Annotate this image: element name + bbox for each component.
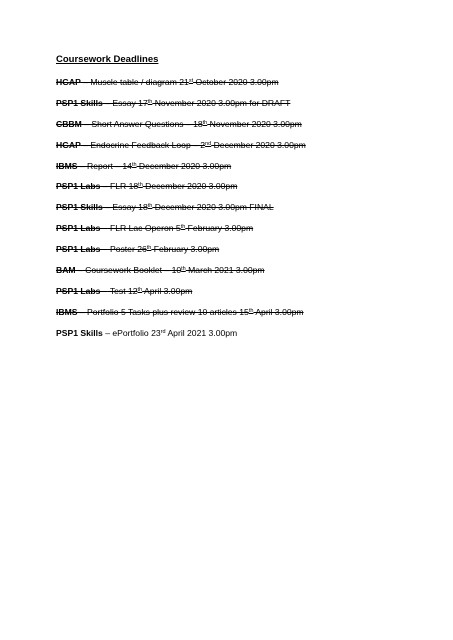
deadline-text: November 2020 3.00pm: [207, 118, 302, 129]
deadline-item: [56, 307, 436, 318]
ordinal-suffix: th: [147, 98, 153, 105]
module-code: PSP1 Skills: [56, 97, 103, 108]
deadline-text: December 2020 3.00pm: [142, 181, 238, 192]
deadline-text: – Short Answer Questions – 18: [81, 118, 203, 129]
module-code: HGAP: [56, 77, 81, 87]
deadline-item: [56, 265, 436, 276]
deadline-text: February 3.00pm: [151, 244, 220, 255]
deadline-item: [56, 202, 436, 213]
deadline-text: – Muscle table / diagram 21: [80, 77, 189, 87]
deadline-text: March 2021 3.00pm: [185, 265, 265, 276]
deadline-text: February 3.00pm: [185, 223, 254, 234]
module-code: BAM: [56, 265, 76, 276]
document-heading: Coursework Deadlines: [56, 54, 159, 65]
deadline-item: [56, 223, 436, 234]
ordinal-suffix: st: [188, 78, 194, 84]
deadline-text: – FLR 18: [100, 181, 139, 192]
deadline-text: Test 12: [107, 285, 138, 296]
deadline-text: April 2021 3.00pm: [165, 327, 238, 338]
module-code: HGAP: [56, 139, 81, 150]
deadline-text: – Essay 17: [102, 97, 148, 108]
module-code: PSP1 Skills: [56, 202, 103, 213]
deadline-item: [56, 161, 436, 172]
deadline-text: April 3.00pm: [142, 285, 193, 296]
deadline-text: FLR Lac Operon 5: [107, 223, 181, 234]
deadline-text: – ePortfolio 23: [102, 327, 161, 338]
ordinal-suffix: th: [131, 161, 137, 168]
deadline-text: – Coursework Booklet – 10: [75, 265, 182, 276]
module-code: IBMS: [56, 160, 78, 171]
deadline-item: [56, 286, 436, 297]
document-page: [56, 54, 436, 349]
deadline-item: [56, 140, 436, 151]
ordinal-suffix: th: [146, 245, 152, 252]
deadline-item: [56, 77, 436, 88]
ordinal-suffix: th: [180, 224, 186, 231]
ordinal-suffix: th: [181, 266, 186, 273]
deadline-item: [56, 119, 436, 130]
deadline-text: – Portfolio 5 Tasks plus review 10 articles 15: [77, 306, 249, 317]
deadline-text: April 3.00pm: [253, 306, 304, 317]
deadline-text: December 2020 3.00pm FINAL: [152, 202, 274, 213]
module-code: IBMS: [56, 306, 78, 317]
ordinal-suffix: th: [202, 119, 208, 126]
deadline-text: November 2020 3.00pm for DRAFT: [152, 97, 291, 108]
deadline-text: – Essay 18: [102, 202, 148, 213]
module-code: PSP1 Labs: [56, 181, 101, 192]
ordinal-suffix: th: [138, 182, 143, 189]
ordinal-suffix: th: [248, 307, 254, 314]
deadline-item: [56, 181, 436, 192]
ordinal-suffix: th: [137, 286, 143, 293]
deadline-text: – Endocrine Feedback Loop – 2: [80, 139, 206, 150]
deadline-text: October 2020 3.00pm: [193, 77, 279, 87]
module-code: PSP1 Labs –: [56, 223, 108, 234]
ordinal-suffix: th: [147, 203, 153, 210]
ordinal-suffix: rd: [160, 328, 166, 335]
deadline-text: December 2020 3.00pm: [211, 139, 306, 150]
deadline-item: [56, 98, 436, 109]
module-code: PSP1 Skills: [56, 327, 103, 338]
deadline-item: [56, 328, 436, 339]
deadline-text: Poster 26: [107, 244, 147, 255]
ordinal-suffix: nd: [205, 140, 212, 147]
deadline-text: December 2020 3.00pm: [136, 160, 232, 171]
deadline-list: [56, 77, 436, 339]
deadline-item: [56, 244, 436, 255]
module-code: CBBM: [56, 118, 82, 129]
module-code: PSP1 Labs –: [56, 285, 108, 296]
module-code: PSP1 Labs –: [56, 244, 108, 255]
deadline-text: – Report – 14: [77, 160, 132, 171]
